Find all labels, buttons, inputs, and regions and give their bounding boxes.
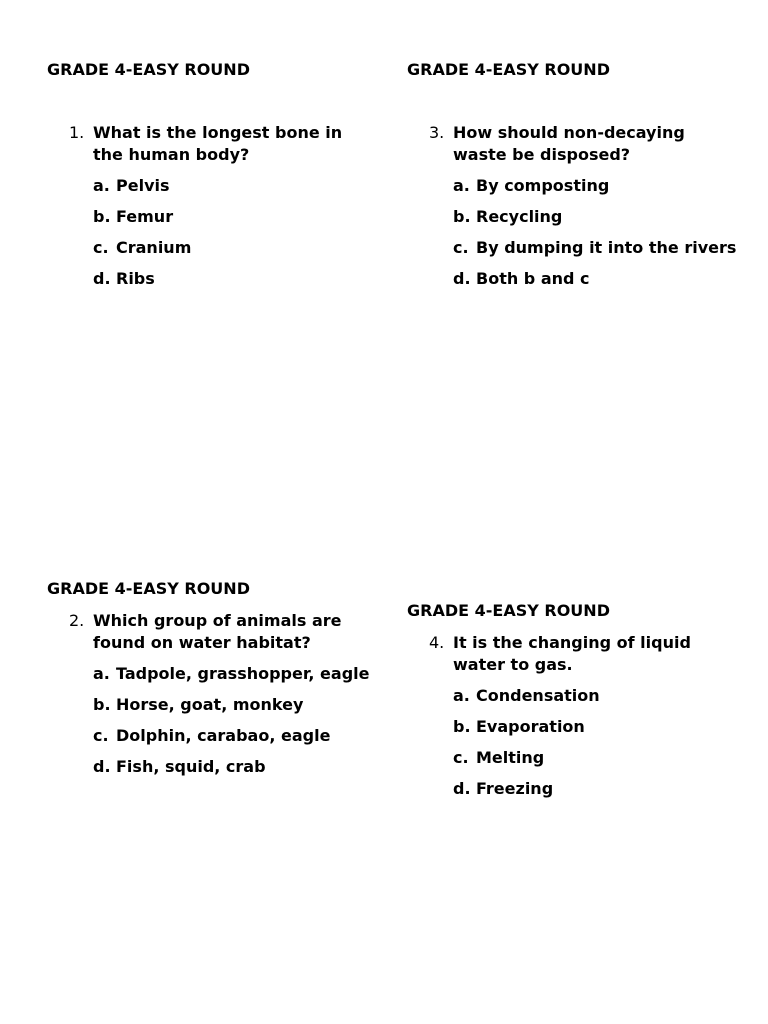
quiz-card-q1 <box>47 60 377 299</box>
option-letter: c. <box>93 238 109 257</box>
question-item <box>47 122 377 165</box>
option-text: Tadpole, grasshopper, eagle <box>116 664 370 683</box>
question-number: 3. <box>429 123 445 142</box>
option-letter: a. <box>93 176 110 195</box>
option-text: Freezing <box>476 779 554 798</box>
question-text: What is the longest bone in the human body? <box>93 123 343 164</box>
option-text: By dumping it into the rivers <box>476 238 737 257</box>
question-number: 4. <box>429 633 445 652</box>
option-letter: b. <box>453 717 471 736</box>
option-a <box>93 663 377 685</box>
option-letter: c. <box>453 238 469 257</box>
option-d <box>453 778 737 800</box>
round-heading: GRADE 4-EASY ROUND <box>47 579 250 598</box>
question-text: How should non-decaying waste be disposed? <box>453 123 685 164</box>
option-c <box>93 237 377 259</box>
option-text: By composting <box>476 176 610 195</box>
question-item <box>407 632 737 675</box>
option-text: Both b and c <box>476 269 590 288</box>
option-c <box>453 747 737 769</box>
option-letter: c. <box>453 748 469 767</box>
option-b <box>93 694 377 716</box>
option-letter: a. <box>93 664 110 683</box>
option-text: Ribs <box>116 269 155 288</box>
option-letter: c. <box>93 726 109 745</box>
quiz-card-q2 <box>47 579 377 787</box>
round-heading: GRADE 4-EASY ROUND <box>47 60 250 79</box>
option-text: Cranium <box>116 238 192 257</box>
option-a <box>453 175 737 197</box>
option-letter: d. <box>453 779 471 798</box>
option-text: Evaporation <box>476 717 585 736</box>
round-heading: GRADE 4-EASY ROUND <box>407 601 610 620</box>
option-b <box>453 206 737 228</box>
option-text: Melting <box>476 748 545 767</box>
answer-options <box>407 685 737 800</box>
option-c <box>453 237 737 259</box>
answer-options <box>47 663 377 778</box>
option-a <box>93 175 377 197</box>
option-text: Fish, squid, crab <box>116 757 266 776</box>
option-letter: d. <box>453 269 471 288</box>
option-c <box>93 725 377 747</box>
option-text: Femur <box>116 207 174 226</box>
option-b <box>453 716 737 738</box>
question-item <box>407 122 737 165</box>
option-b <box>93 206 377 228</box>
question-text: It is the changing of liquid water to gas. <box>453 633 691 674</box>
option-letter: a. <box>453 686 470 705</box>
question-item <box>47 610 377 653</box>
option-d <box>93 268 377 290</box>
option-d <box>93 756 377 778</box>
option-letter: b. <box>93 207 111 226</box>
round-heading: GRADE 4-EASY ROUND <box>407 60 610 79</box>
option-text: Dolphin, carabao, eagle <box>116 726 331 745</box>
option-letter: d. <box>93 757 111 776</box>
question-number: 1. <box>69 123 85 142</box>
option-text: Condensation <box>476 686 600 705</box>
question-text: Which group of animals are found on water habitat? <box>93 611 342 652</box>
quiz-card-q4 <box>407 601 737 809</box>
option-letter: d. <box>93 269 111 288</box>
question-number: 2. <box>69 611 85 630</box>
option-letter: a. <box>453 176 470 195</box>
answer-options <box>407 175 737 290</box>
option-text: Pelvis <box>116 176 170 195</box>
answer-options <box>47 175 377 290</box>
quiz-card-q3 <box>407 60 737 299</box>
option-letter: b. <box>93 695 111 714</box>
option-d <box>453 268 737 290</box>
option-a <box>453 685 737 707</box>
option-text: Horse, goat, monkey <box>116 695 304 714</box>
option-letter: b. <box>453 207 471 226</box>
option-text: Recycling <box>476 207 563 226</box>
